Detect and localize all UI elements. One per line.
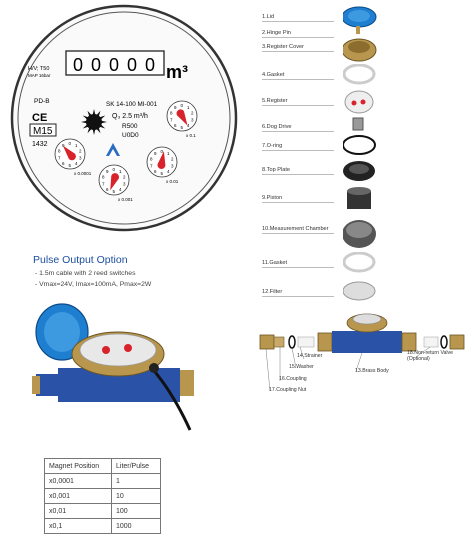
unit-label: m³ [166, 62, 188, 82]
callout-non-return-valve [407, 350, 453, 362]
sub-dial-number: 0 [112, 167, 116, 172]
table-cell: x0,1 [45, 519, 112, 534]
coupling-left-icon [274, 337, 284, 347]
part-label: 9.Piston [262, 195, 334, 203]
sub-dial-number: 5 [160, 171, 164, 176]
table-row [45, 474, 161, 489]
sub-dial-number: 1 [166, 151, 170, 157]
q3-label: Q₃ 2.5 m³/h [112, 113, 148, 120]
column-header-magnet-position: Magnet Position [45, 459, 112, 474]
table-cell: 100 [112, 504, 161, 519]
sub-dial-number: 6 [174, 122, 177, 128]
ratio-label: R500 [122, 123, 138, 130]
ce-mark: CE [32, 112, 48, 124]
sub-dial-number: 8 [102, 174, 105, 180]
sub-dial-number: 6 [106, 186, 109, 192]
sub-dial-number: 1 [118, 169, 122, 175]
pulse-title: Pulse Output Option [33, 254, 128, 266]
reed-switch-icon [149, 363, 159, 373]
table-cell: x0,001 [45, 489, 112, 504]
sub-dial-number: 7 [150, 163, 153, 169]
non-return-valve-icon [424, 337, 438, 347]
piston-icon [343, 187, 377, 222]
sub-dial-number: 1 [74, 143, 78, 149]
sub-dial-multiplier: x 0.01 [166, 179, 179, 184]
sub-dial-number: 4 [186, 122, 190, 128]
sub-dial-number: 9 [62, 143, 65, 149]
sub-dial-number: 5 [180, 125, 184, 130]
sub-dial-multiplier: x 0.001 [118, 197, 133, 202]
class-info: H/V; T50 [28, 66, 50, 72]
table-cell: x0,01 [45, 504, 112, 519]
sub-dial-number: 3 [122, 181, 126, 187]
pressure-info: MAP 16bar [28, 73, 51, 78]
part-label: 12.Filter [262, 289, 334, 297]
counter-digit: 0 [109, 55, 120, 75]
sub-dial-number: 9 [174, 105, 177, 111]
sub-dial-number: 6 [62, 160, 65, 166]
sub-dial-number: 5 [112, 189, 116, 194]
meter-dial-glass-icon [80, 334, 156, 366]
part-label: 10.Measurement Chamber [262, 226, 334, 234]
sub-dial-number: 2 [170, 156, 174, 162]
sub-dial-number: 3 [190, 117, 194, 123]
table-cell: 1000 [112, 519, 161, 534]
table-row [45, 504, 161, 519]
pd-badge: PD-B [34, 98, 50, 105]
sub-dial-multiplier: x 0.0001 [74, 171, 92, 176]
table-row [45, 489, 161, 504]
sub-dial-number: 8 [58, 148, 61, 154]
sub-dial-number: 2 [190, 110, 194, 116]
pulse-line-1: - 1.5m cable with 2 reed switches [35, 270, 136, 277]
sub-dial-number: 4 [74, 160, 78, 166]
part-label: 8.Top Plate [262, 167, 334, 175]
sub-dial-number: 2 [122, 174, 126, 180]
sub-dial-number: 8 [170, 110, 173, 116]
sub-dial-number: 0 [160, 149, 164, 154]
callout-coupling: 16.Coupling [279, 376, 307, 382]
sub-dial-number: 6 [154, 168, 157, 174]
sub-dial-number: 0 [68, 141, 72, 146]
part-label: 3.Register Cover [262, 44, 334, 52]
pulse-line-2: - Vmax=24V, Imax=100mA, Pmax=2W [35, 281, 152, 288]
u-mark: U0D0 [122, 132, 139, 139]
pulse-meter-illustration [30, 298, 200, 438]
counter-digit: 0 [91, 55, 102, 75]
part-label: 5.Register [262, 98, 334, 106]
sub-dial-number: 3 [78, 155, 82, 161]
counter-digit: 0 [73, 55, 84, 75]
counter-digit: 0 [145, 55, 156, 75]
callout-brass-body: 13.Brass Body [355, 368, 389, 374]
coupling-nut-left-icon [260, 335, 274, 349]
sub-dial-number: 4 [118, 186, 122, 192]
washer-icon [289, 336, 295, 348]
callout-non-return-valve-line2: (Optional) [407, 356, 430, 362]
sub-dial-number: 4 [166, 168, 170, 174]
table-header-row [45, 459, 161, 474]
measurement-chamber-icon [343, 218, 377, 253]
callout-washer: 15.Washer [289, 364, 314, 370]
callout-non-return-valve-line1: 18.Non-return Valve [407, 350, 454, 356]
strainer-icon [298, 337, 314, 347]
sub-dial-multiplier: x 0.1 [186, 133, 196, 138]
part-label: 1.Lid [262, 14, 334, 22]
sub-dial-number: 3 [170, 163, 174, 169]
part-label: 6.Dog Drive [262, 124, 334, 132]
column-header-liter-per-pulse: Liter/Pulse [112, 459, 161, 474]
counter-digit: 0 [127, 55, 138, 75]
callout-strainer: 14.Strainer [297, 353, 323, 359]
part-label: 2.Hinge Pin [262, 30, 334, 38]
m-badge: M15 [33, 126, 53, 137]
table-row [45, 519, 161, 534]
sub-dial-number: 9 [106, 169, 109, 175]
meter-dial-face [6, 2, 242, 234]
table-cell: 10 [112, 489, 161, 504]
table-cell: x0,0001 [45, 474, 112, 489]
callout-coupling-nut: 17.Coupling Nut [269, 387, 307, 393]
sub-dial-number: 7 [58, 155, 61, 161]
part-label: 11.Gasket [262, 260, 334, 268]
magnet-position-table [44, 458, 161, 534]
sub-dial-number: 8 [150, 156, 153, 162]
table-cell: 1 [112, 474, 161, 489]
sub-dial-number: 0 [180, 103, 184, 108]
part-label: 7.O-ring [262, 143, 334, 151]
brass-body-icon [332, 331, 402, 353]
model-label: SK 14-100 MI-001 [106, 101, 158, 108]
sub-dial-number: 9 [154, 151, 157, 157]
code-number: 1432 [32, 141, 48, 148]
part-label: 4.Gasket [262, 72, 334, 80]
sub-dial-number: 7 [170, 117, 173, 123]
sub-dial-number: 1 [186, 105, 190, 111]
sub-dial-number: 2 [78, 148, 82, 154]
sub-dial-number: 5 [68, 163, 72, 168]
sub-dial-number: 7 [102, 181, 105, 187]
